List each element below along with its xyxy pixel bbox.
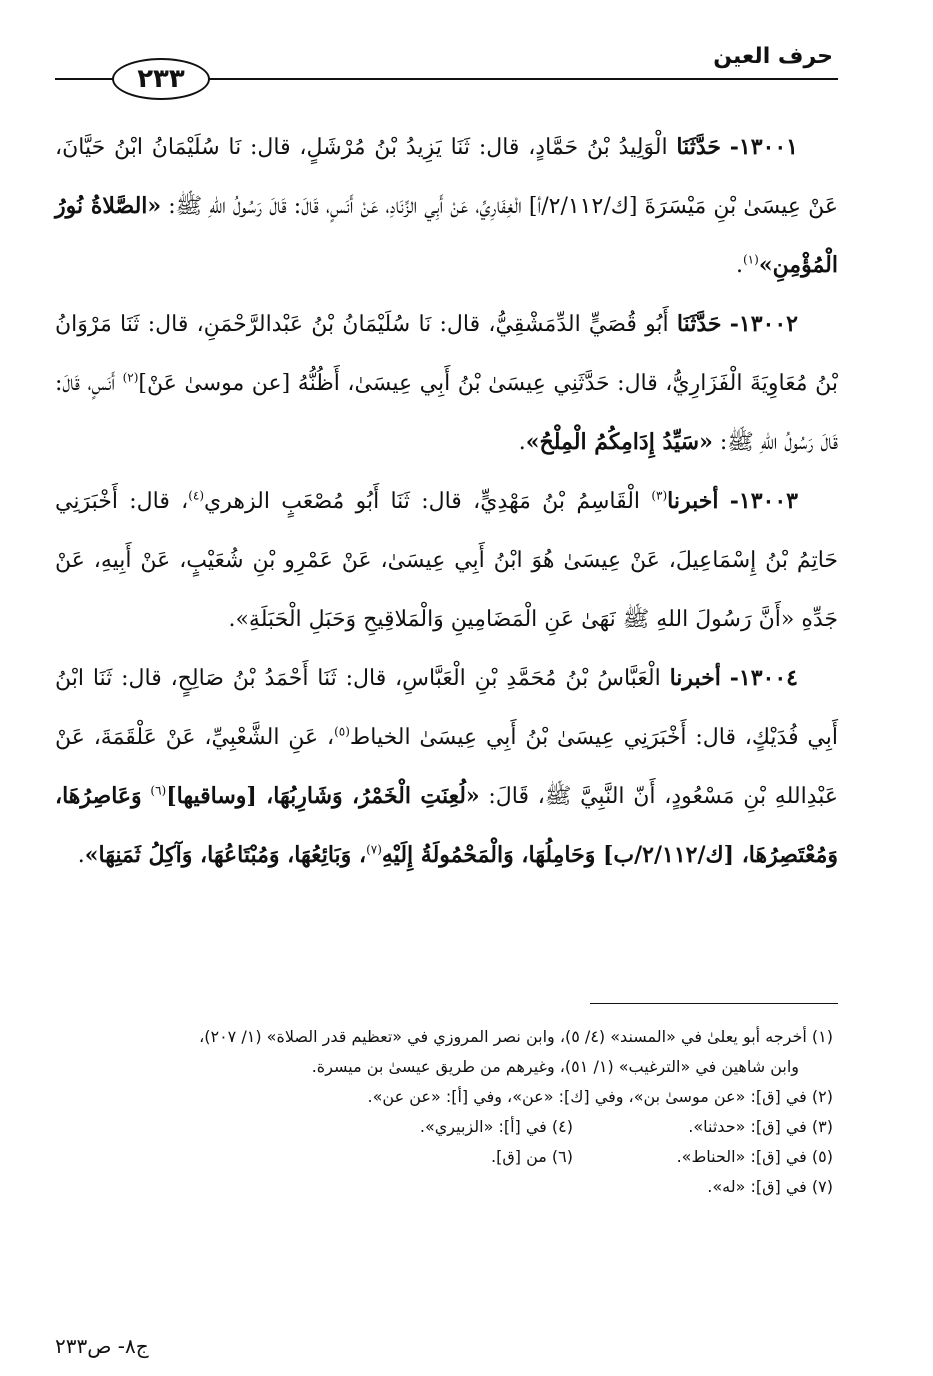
hadith-isnad-2: ، قال: أَخْبَرَنِي حَاتِمُ بْنُ إِسْمَاعِيلَ، عَنْ عِيسَىٰ هُوَ ابْنُ أَبِي عِيسَىٰ، عَنْ عَمْرِو بْنِ شُعَيْبٍ، عَنْ أَبِيهِ، عَنْ جَدِّهِ «أَنَّ رَسُولَ اللهِ ﷺ نَهَىٰ عَنِ الْمَضَامِينِ وَالْمَلاقِيحِ وَحَبَلِ الْحَبَلَةِ». bbox=[55, 489, 838, 632]
footnote-ref: (٥) bbox=[334, 724, 350, 739]
hadith-tail: . bbox=[518, 430, 526, 455]
volume-page-reference: ج٨- ص٢٣٣ bbox=[55, 1334, 149, 1358]
running-head: حرف العين bbox=[713, 44, 833, 69]
footnote-ref: (١) bbox=[742, 252, 759, 267]
hadith-isnad: الْوَلِيدُ بْنُ حَمَّادٍ، قال: ثَنَا يَزِيدُ بْنُ مُرْشَلٍ، قال: نَا سُلَيْمَانُ ابْنُ حَيَّانَ، عَنْ عِيسَىٰ بْنِ مَيْسَرَةَ [ك/٢/١١٢/أ] الْغِفَارِيِّ، عَنْ أَبِي الزِّنَادِ، عَنْ أَنَسٍ، قَالَ: قَالَ رَسُولُ اللهِ ﷺ: bbox=[55, 135, 838, 219]
hadith-tail: . bbox=[77, 843, 85, 868]
hadith-matn-2: وَعَاصِرُهَا، وَمُعْتَصِرُهَا، [ك/٢/١١٢/ب] وَحَامِلُهَا، وَالْمَحْمُولَةُ إِلَيْهِ bbox=[55, 783, 838, 868]
footnotes bbox=[55, 1022, 833, 1202]
hadith-13002 bbox=[55, 295, 838, 472]
hadith-tail: . bbox=[735, 253, 743, 278]
footnote-3: (٣) في [ق]: «حدثنا». bbox=[688, 1117, 833, 1136]
hadith-lead: أخبرنا bbox=[669, 665, 721, 691]
hadith-13004 bbox=[55, 649, 838, 885]
footnote-6: (٦) من [ق]. bbox=[491, 1147, 573, 1166]
hadith-isnad-2: أَنَسٍ، قَالَ: قَالَ رَسُولُ اللهِ ﷺ: bbox=[55, 371, 838, 455]
hadith-isnad: الْقَاسِمُ بْنُ مَهْدِيٍّ، قال: ثَنَا أَبُو مُصْعَبٍ الزهري bbox=[204, 489, 641, 514]
footnote-row bbox=[55, 1112, 833, 1142]
footnote-ref: (٦) bbox=[150, 783, 167, 798]
hadith-number: ١٣٠٠٣- bbox=[729, 488, 798, 514]
footnote-1: (١) أخرجه أبو يعلىٰ في «المسند» (٤/ ٥)، وابن نصر المروزي في «تعظيم قدر الصلاة» (١/ ٢٠٧)، bbox=[199, 1027, 833, 1046]
hadith-lead: حَدَّثَنَا bbox=[676, 311, 722, 337]
hadith-number: ١٣٠٠٤- bbox=[729, 665, 798, 691]
footnote-2: (٢) في [ق]: «عن موسىٰ بن»، وفي [ك]: «عن»، وفي [أ]: «عن عن». bbox=[367, 1087, 833, 1106]
page-number: ٢٣٣ bbox=[112, 58, 210, 100]
hadith-13003 bbox=[55, 472, 838, 649]
footnote-ref: (٤) bbox=[188, 488, 205, 503]
footnote-7: (٧) في [ق]: «له». bbox=[707, 1177, 833, 1196]
footnote-rule bbox=[590, 1003, 838, 1004]
hadith-number: ١٣٠٠٢- bbox=[729, 311, 798, 337]
footnote-5: (٥) في [ق]: «الحناط». bbox=[676, 1147, 833, 1166]
footnote-1-continued: وابن شاهين في «الترغيب» (١/ ٥١)، وغيرهم من طريق عيسىٰ بن ميسرة. bbox=[311, 1057, 799, 1076]
footnote-4: (٤) في [أ]: «الزبيري». bbox=[419, 1117, 573, 1136]
hadith-13001 bbox=[55, 118, 838, 295]
hadith-matn: «لُعِنَتِ الْخَمْرُ، وَشَارِبُهَا، [وساقيها] bbox=[166, 783, 480, 809]
footnote-ref: (٢) bbox=[122, 370, 139, 385]
footnote-ref: (٧) bbox=[366, 842, 382, 857]
hadith-matn: «سَيِّدُ إِدَامِكُمُ الْمِلْحُ» bbox=[525, 429, 713, 455]
hadith-isnad-2: ، عَنِ الشَّعْبِيِّ، عَنْ عَلْقَمَةَ، عَنْ عَبْدِاللهِ بْنِ مَسْعُودٍ، أَنّ النَّبِيَّ ﷺ، قَالَ: bbox=[55, 725, 838, 809]
hadith-matn-3: ، وَبَائِعُهَا، وَمُبْتَاعُهَا، وَآكِلُ ثَمَنِهَا» bbox=[84, 842, 367, 868]
hadith-matn: «الصَّلاةُ نُورُ الْمُؤْمِنِ» bbox=[55, 193, 838, 278]
hadith-number: ١٣٠٠١- bbox=[729, 134, 798, 160]
footnote-row bbox=[55, 1142, 833, 1172]
main-text bbox=[55, 118, 838, 885]
hadith-isnad: أَبُو قُصَيٍّ الدِّمَشْقِيُّ، قال: نَا سُلَيْمَانُ بْنُ عَبْدالرَّحْمَنِ، قال: ثَنَا مَرْوَانُ بْنُ مُعَاوِيَةَ الْفَزَارِيُّ، قال: حَدَّثَنِي عِيسَىٰ بْنُ أَبِي عِيسَىٰ، أَظُنُّهُ [عن موسىٰ عَنْ] bbox=[55, 312, 838, 396]
footnote-ref: (٣) bbox=[651, 488, 668, 503]
hadith-lead: حَدَّثَنَا bbox=[676, 134, 721, 160]
hadith-lead: أخبرنا bbox=[667, 488, 719, 514]
hadith-isnad: الْعَبَّاسُ بْنُ مُحَمَّدِ بْنِ الْعَبَّاسِ، قال: ثَنَا أَحْمَدُ بْنُ صَالِحٍ، قال: ثَنَا ابْنُ أَبِي فُدَيْكٍ، قال: أَخْبَرَنِي عِيسَىٰ بْنُ أَبِي عِيسَىٰ الخياط bbox=[55, 666, 838, 750]
